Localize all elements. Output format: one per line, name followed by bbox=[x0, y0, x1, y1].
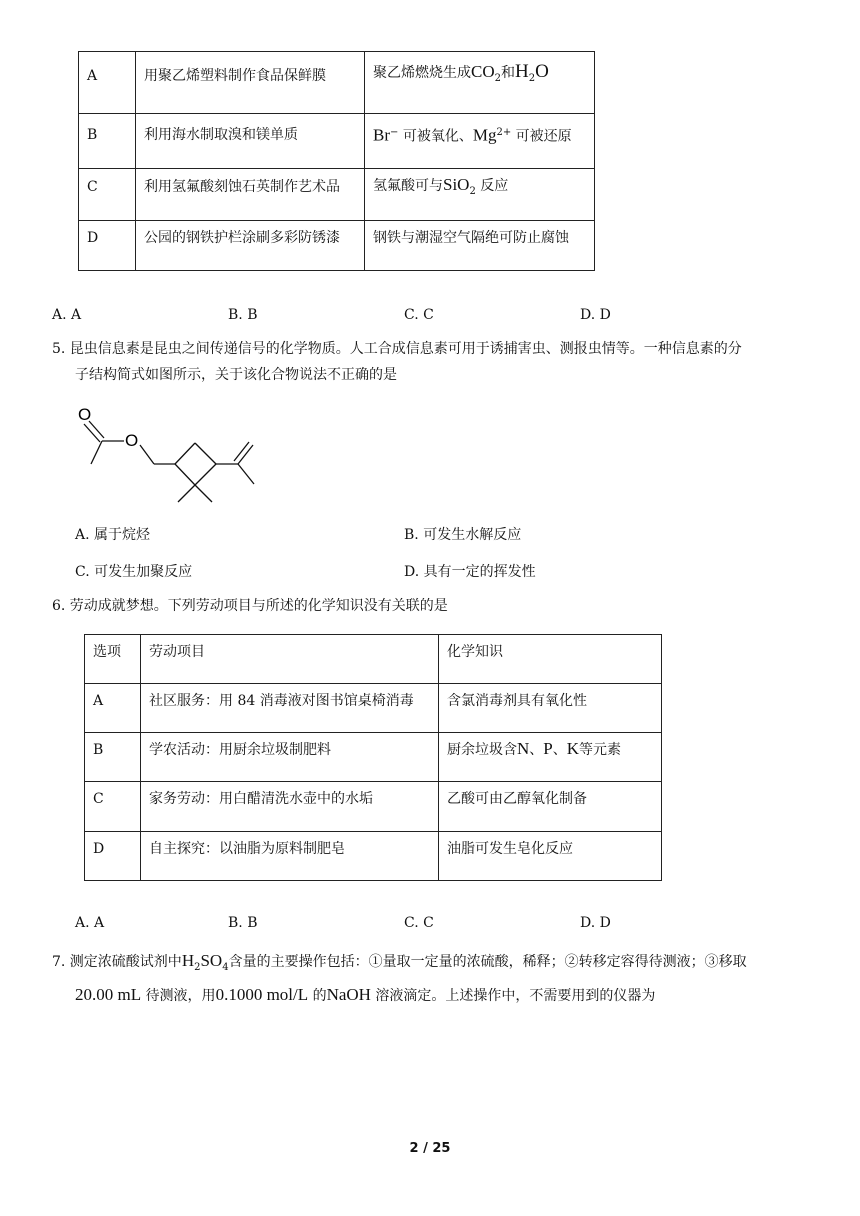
question-7-text: 7. 测定浓硫酸试剂中$H_2SO_4$含量的主要操作包括：①量取一定量的浓硫酸，稀释；②转移定容得待测液；③移取 bbox=[52, 951, 747, 973]
question-5-text: 5. 昆虫信息素是昆虫之间传递信号的化学物质。人工合成信息素可用于诱捕害虫、测报虫情等。一种信息素的分 bbox=[52, 341, 742, 357]
table-row bbox=[85, 782, 662, 832]
table-row bbox=[79, 221, 595, 271]
row-knowledge: 油脂可发生皂化反应 bbox=[447, 841, 573, 857]
header-labor: 劳动项目 bbox=[149, 644, 205, 660]
row-label: D bbox=[87, 230, 99, 246]
row-reason: 氢氟酸可与SiO$_2$ 反应 bbox=[365, 169, 595, 221]
row-item: 利用氢氟酸刻蚀石英制作艺术品 bbox=[144, 179, 340, 195]
row-item: 学农活动：用厨余垃圾制肥料 bbox=[149, 742, 331, 758]
question-7-text-cont: 20.00 mL 待测液，用0.1000 mol/L 的NaOH 溶液滴定。上述操作中，不需要用到的仪器为 bbox=[75, 985, 656, 1004]
row-knowledge: 含氯消毒剂具有氧化性 bbox=[447, 693, 587, 709]
answer-table-q6 bbox=[84, 634, 662, 881]
page-number: 2 / 25 bbox=[409, 1141, 451, 1156]
row-item: 社区服务：用 84 消毒液对图书馆桌椅消毒 bbox=[149, 693, 414, 709]
option-c[interactable]: C. 可发生加聚反应 bbox=[75, 564, 193, 580]
option-d[interactable]: D. 具有一定的挥发性 bbox=[404, 564, 536, 580]
option-b[interactable]: B. 可发生水解反应 bbox=[404, 527, 522, 543]
header-knowledge: 化学知识 bbox=[447, 644, 503, 660]
question-5-text-cont: 子结构简式如图所示，关于该化合物说法不正确的是 bbox=[75, 367, 397, 383]
table-row bbox=[85, 832, 662, 881]
row-item: 用聚乙烯塑料制作食品保鲜膜 bbox=[144, 68, 326, 84]
option-a[interactable]: A. 属于烷烃 bbox=[75, 527, 151, 543]
row-reason: Br− 可被氧化、$Mg^{2+}$ 可被还原 bbox=[365, 114, 595, 169]
answer-table-q4 bbox=[78, 51, 595, 271]
row-reason: 钢铁与潮湿空气隔绝可防止腐蚀 bbox=[373, 230, 569, 246]
row-label: C bbox=[93, 791, 104, 807]
option-b[interactable]: B. B bbox=[228, 915, 258, 931]
option-a[interactable]: A. A bbox=[52, 307, 82, 323]
option-a[interactable]: A. A bbox=[75, 915, 105, 931]
option-d[interactable]: D. D bbox=[580, 915, 611, 931]
row-label: D bbox=[93, 841, 105, 857]
option-c[interactable]: C. C bbox=[404, 915, 434, 931]
table-header-row bbox=[85, 635, 662, 684]
table-row bbox=[79, 114, 595, 169]
row-label: B bbox=[93, 742, 104, 758]
row-label: A bbox=[93, 693, 104, 709]
row-item: 公园的钢铁护栏涂刷多彩防锈漆 bbox=[144, 230, 340, 246]
row-label: C bbox=[87, 179, 98, 195]
molecule-structure bbox=[70, 400, 270, 510]
atom-o-carbonyl: O bbox=[78, 405, 92, 424]
row-reason: 聚乙烯燃烧生成$CO_2$和$H_2O$ bbox=[365, 52, 595, 114]
option-b[interactable]: B. B bbox=[228, 307, 258, 323]
row-label: A bbox=[87, 68, 98, 84]
table-row bbox=[85, 733, 662, 782]
atom-o-ester: O bbox=[125, 431, 139, 450]
row-item: 自主探究：以油脂为原料制肥皂 bbox=[149, 841, 345, 857]
row-knowledge: 厨余垃圾含N、P、K等元素 bbox=[439, 733, 662, 782]
header-option: 选项 bbox=[93, 644, 121, 660]
table-row bbox=[85, 684, 662, 733]
row-item: 家务劳动：用白醋清洗水壶中的水垢 bbox=[149, 791, 373, 807]
table-row bbox=[79, 52, 595, 114]
question-6-text: 6. 劳动成就梦想。下列劳动项目与所述的化学知识没有关联的是 bbox=[52, 598, 448, 614]
row-label: B bbox=[87, 127, 98, 143]
option-c[interactable]: C. C bbox=[404, 307, 434, 323]
option-d[interactable]: D. D bbox=[580, 307, 611, 323]
row-knowledge: 乙酸可由乙醇氧化制备 bbox=[447, 791, 587, 807]
row-item: 利用海水制取溴和镁单质 bbox=[144, 127, 298, 143]
table-row bbox=[79, 169, 595, 221]
